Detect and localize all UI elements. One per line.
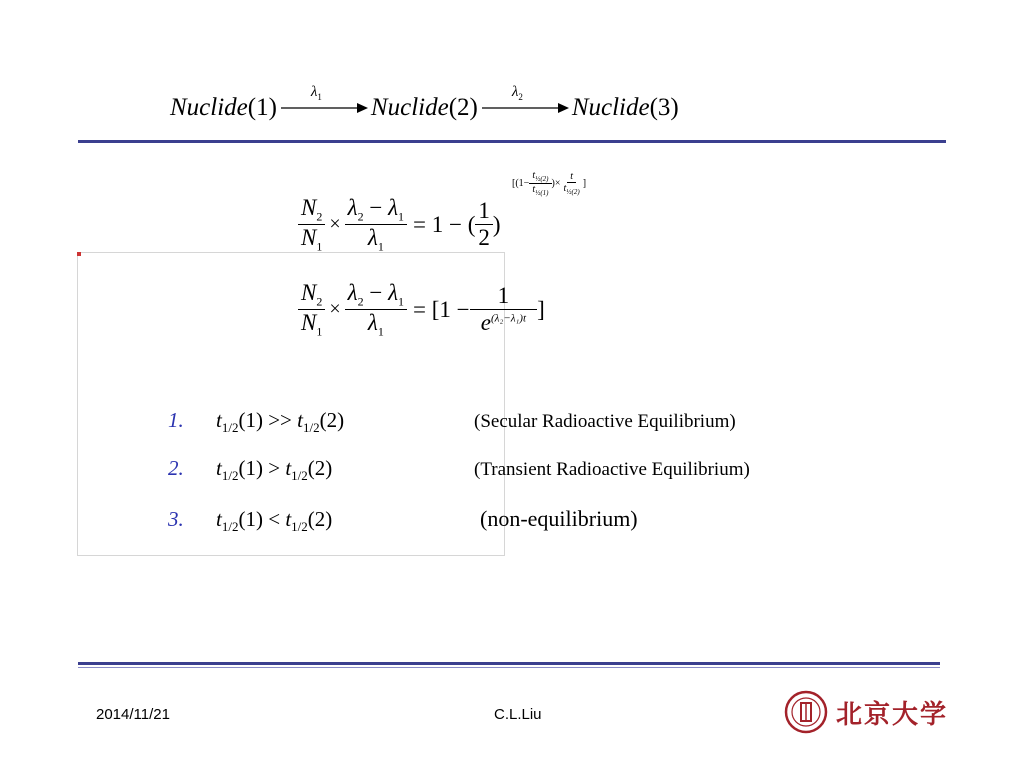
list-number: 2. [168, 456, 184, 480]
equation-exponential-form [298, 280, 545, 340]
exponent-expression: [(1− $\frac{t_{\frac{1}{2}(2)}}{t_{\frac{1}{2}(1)}}$ )× $\frac{t}{t_{\frac{1}{2}(2)}}$ ] [512, 170, 587, 198]
nuclide-2-name: Nuclide [370, 94, 449, 121]
placeholder-marker-icon [77, 252, 81, 256]
decay-constant-1: $\lambda_1$ [310, 84, 322, 102]
slide-date: 2014/11/21 [96, 706, 170, 723]
arrow-right-icon [480, 102, 570, 114]
nuclide-1-name: Nuclide [170, 94, 248, 121]
equation-rhs: = [1 − [413, 296, 470, 322]
decay-arrow-1 [279, 84, 369, 128]
list-number: 1. [168, 408, 184, 432]
list-item [168, 456, 750, 484]
list-number: 3. [168, 507, 184, 531]
nuclide-3-index: (3) [649, 94, 679, 121]
equilibrium-type: (Transient Radioactive Equilibrium) [474, 459, 750, 480]
exponential-fraction: $\frac{1}{e^{(\lambda_2-\lambda_1)t}}$ [470, 283, 538, 337]
one-half-fraction: $\frac{1}{2}$ [475, 198, 493, 252]
lambda-fraction: $\frac{\lambda_2 - \lambda_1}{\lambda_1}$ [345, 280, 407, 340]
half-life-comparison: $t_{1/2}(1) < t_{1/2}(2)$ [216, 507, 333, 535]
arrow-right-icon [279, 102, 369, 114]
decay-arrow-2 [480, 84, 570, 128]
equation-half-life-form [298, 195, 501, 255]
equilibrium-type: (non-equilibrium) [480, 506, 638, 531]
footer-divider-thin [78, 667, 940, 668]
decay-constant-2: $\lambda_2$ [511, 84, 523, 102]
times-sign: × [329, 298, 341, 321]
list-item [168, 408, 736, 436]
header-divider [78, 140, 946, 143]
ratio-n2-n1: $\frac{N_2}{N_1}$ [298, 280, 325, 340]
nuclide-1-index: (1) [247, 94, 277, 121]
half-life-comparison: $t_{1/2}(1) >> t_{1/2}(2)$ [216, 408, 345, 436]
lambda-fraction: $\frac{\lambda_2 - \lambda_1}{\lambda_1}$ [345, 195, 407, 255]
ratio-n2-n1: $\frac{N_2}{N_1}$ [298, 195, 325, 255]
university-wordmark: 北京大学 [836, 699, 949, 730]
nuclide-3-name: Nuclide [571, 94, 650, 121]
half-life-comparison: $t_{1/2}(1) > t_{1/2}(2)$ [216, 456, 333, 484]
slide-author: C.L.Liu [494, 706, 542, 723]
university-logo [784, 690, 948, 734]
close-paren: ) [492, 211, 501, 237]
nuclide-2-index: (2) [448, 94, 478, 121]
decay-chain [170, 84, 679, 128]
times-sign: × [329, 213, 341, 236]
footer-divider [78, 662, 940, 665]
equilibrium-type: (Secular Radioactive Equilibrium) [474, 411, 736, 432]
university-seal-icon [784, 690, 828, 734]
equation-rhs: = 1 − ( [413, 211, 476, 237]
close-bracket: ] [537, 296, 545, 322]
list-item [168, 506, 638, 535]
